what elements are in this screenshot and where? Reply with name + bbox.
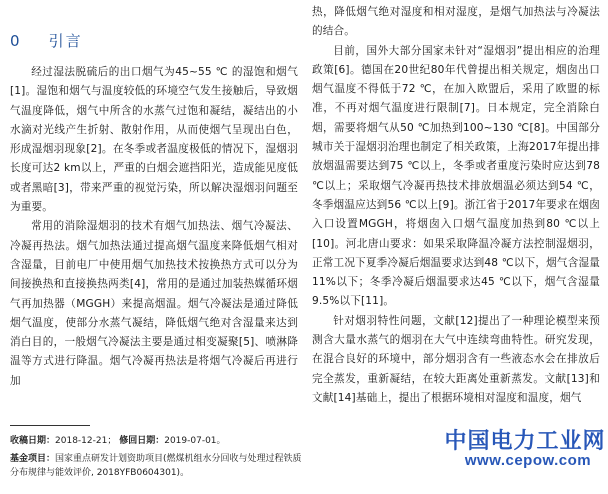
fund-label: 基金项目： xyxy=(10,454,56,464)
revised-label: 修回日期： xyxy=(119,436,165,446)
section-number: 0 xyxy=(10,32,22,50)
section-heading xyxy=(10,30,83,51)
intro-paragraph-4: 针对烟羽特性问题，文献[12]提出了一种理论模型来预测含大量水蒸气的烟羽在大气中连续弯曲特性。研究发现，在混合良好的环境中，部分烟羽含有一些液态水会在排放后完全蒸发，重新凝结，在较大距离处重新蒸发。文献[13]和文献[14]基础上，提出了根据环境相对湿度和温度，烟气 xyxy=(312,314,600,404)
left-column xyxy=(10,63,298,391)
received-label: 收稿日期： xyxy=(10,436,56,446)
revised-date: 2019-07-01 xyxy=(164,436,217,446)
right-column xyxy=(312,3,600,408)
intro-paragraph-2-continued: 热，降低烟气绝对湿度和相对湿度，是烟气加热法与冷凝法的结合。 xyxy=(312,6,600,38)
intro-paragraph-1: 经过湿法脱硫后的出口烟气为45~55 ℃ 的湿饱和烟气[1]。湿饱和烟气与温度较低的环境空气发生接触后，导致烟气温度降低，烟气中所含的水蒸气过饱和凝结，凝结出的小水滴对光线产生折射、散射作用，从而使烟气呈现出白色，形成湿烟羽现象[2]。在冬季或者温度极低的情况下，湿烟羽长度可达2 km以上，严重的白烟会遮挡阳光，造成能见度低或者黑暗[3]，带来严重的视觉污染，所以解决湿烟羽问题至为重要。 xyxy=(10,66,298,214)
received-date: 2018-12-21 xyxy=(55,436,108,446)
footnote-dates: 收稿日期：2018-12-21； 修回日期：2019-07-01。 xyxy=(10,436,226,446)
section-title: 引言 xyxy=(48,32,83,50)
watermark-site-name: 中国电力工业网 xyxy=(442,424,608,455)
footnote-divider xyxy=(10,425,90,426)
watermark-url[interactable]: www.cepow.com xyxy=(464,452,592,469)
footnote-fund xyxy=(10,452,302,480)
fund-text: 国家重点研发计划资助项目(燃煤机组水分回收与处理过程铁质分布规律与能效评价, 2018YFB0604301)。 xyxy=(10,454,302,478)
intro-paragraph-3: 目前，国外大部分国家未针对“湿烟羽”提出相应的治理政策[6]。德国在20世纪80年代曾提出相关规定，烟囱出口烟气温度不得低于72 ℃，在加入欧盟后，采用了欧盟的标准，不再对烟气温度进行限制[7]。日本规定，完全消除白烟，需要将烟气从50 ℃加热到100~130 ℃[8]。中国部分城市关于湿烟羽治理也制定了相关政策，上海2017年提出排放烟温需要达到75 ℃以上，冬季或者重度污染时应达到78 ℃以上；采取烟气冷凝再热技术排放烟温必须达到54 ℃，冬季烟温应达到56 ℃以上[9]。浙江省于2017年要求在烟囱入口设置MGGH，将烟囱入口烟气温度加热到80 ℃以上[10]。河北唐山要求：如果采取降温冷凝方法控制湿烟羽，正常工况下夏季冷凝后烟温要求达到48 ℃以下，烟气含湿量11%以下；冬季冷凝后烟温要求达45 ℃以下，烟气含湿量9.5%以下[11]。 xyxy=(312,44,600,308)
intro-paragraph-2: 常用的消除湿烟羽的技术有烟气加热法、烟气冷凝法、冷凝再热法。烟气加热法通过提高烟气温度来降低烟气相对含湿量，目前电厂中使用烟气加热技术按换热方式可以分为间接换热和直接换热两类[4]，常用的是通过加装热媒循环烟气再加热器（MGGH）来提高烟温。烟气冷凝法是通过降低烟气温度，使部分水蒸气凝结，降低烟气绝对含湿量来达到消白目的，一般烟气冷凝法主要是通过相变凝聚[5]、喷淋降温等方式进行降温。烟气冷凝再热法是将烟气冷凝后再进行加 xyxy=(10,220,298,387)
